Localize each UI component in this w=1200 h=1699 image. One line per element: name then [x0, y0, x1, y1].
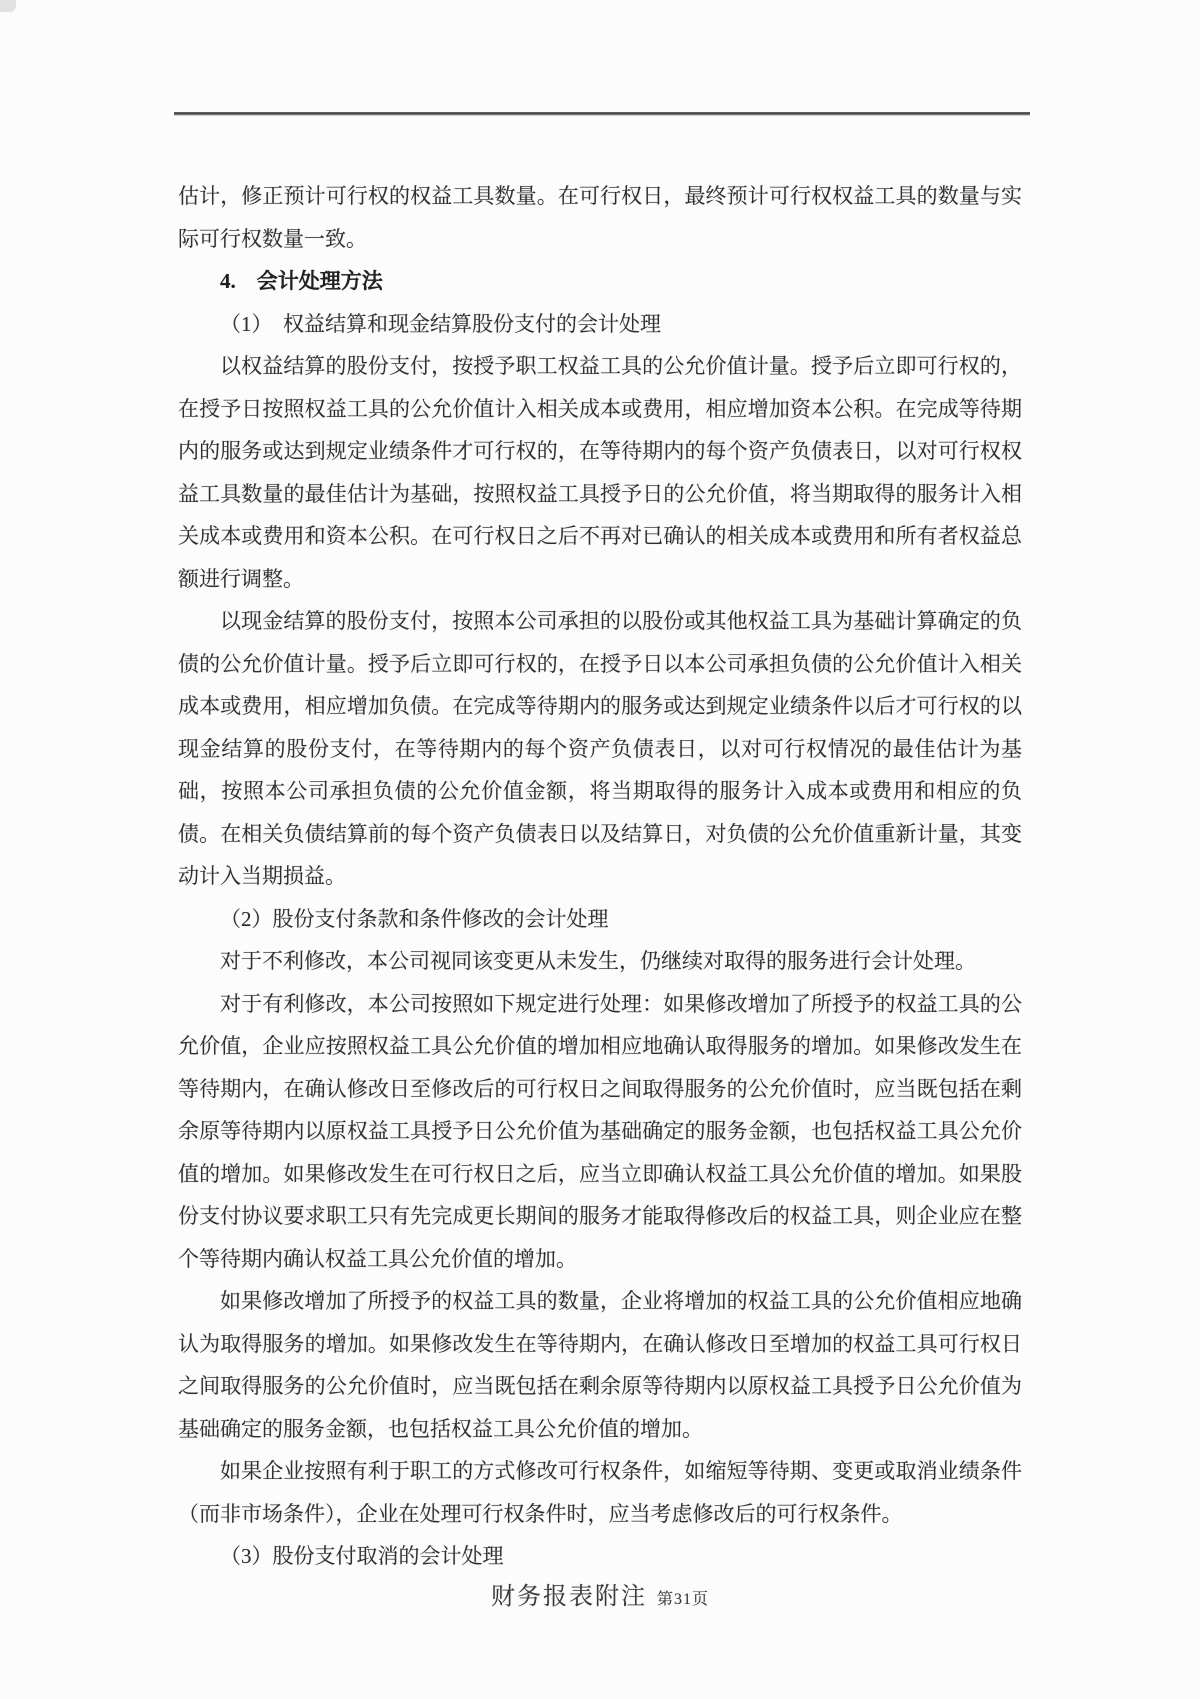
- footer-page-number: 第31页: [656, 1591, 709, 1608]
- header-rule: [174, 112, 1030, 115]
- document-content: [178, 175, 1022, 1578]
- subheading-equity-and-cash-settled: （1） 权益结算和现金结算股份支付的会计处理: [220, 311, 661, 336]
- page-footer: [0, 1576, 1200, 1611]
- paragraph-vesting-estimate-continuation: 估计，修正预计可行权的权益工具数量。在可行权日，最终预计可行权权益工具的数量与实际可行权数量一致。: [178, 184, 1022, 251]
- paragraph-cash-settled-payment: 以现金结算的股份支付，按照本公司承担的以股份或其他权益工具为基础计算确定的负债的公允价值计量。授予后立即可行权的，在授予日以本公司承担负债的公允价值计入相关成本或费用，相应增加负债。在完成等待期内的服务或达到规定业绩条件以后才可行权的以现金结算的股份支付，在等待期内的每个资产负债表日，以对可行权情况的最佳估计为基础，按照本公司承担负债的公允价值金额，将当期取得的服务计入成本或费用和相应的负债。在相关负债结算前的每个资产负债表日以及结算日，对负债的公允价值重新计量，其变动计入当期损益。: [178, 609, 1022, 888]
- subheading-payment-cancellation: （3）股份支付取消的会计处理: [220, 1544, 504, 1568]
- scan-artifact-mark: [0, 0, 16, 12]
- paragraph-favorable-modification: 对于有利修改，本公司按照如下规定进行处理：如果修改增加了所授予的权益工具的公允价值，企业应按照权益工具公允价值的增加相应地确认取得服务的增加。如果修改发生在等待期内，在确认修改日至修改后的可行权日之间取得服务的公允价值时，应当既包括在剩余原等待期内以原权益工具授予日公允价值为基础确定的服务金额，也包括权益工具公允价值的增加。如果修改发生在可行权日之后，应当立即确认权益工具公允价值的增加。如果股份支付协议要求职工只有先完成更长期间的服务才能取得修改后的权益工具，则企业应在整个等待期内确认权益工具公允价值的增加。: [178, 991, 1022, 1271]
- paragraph-equity-settled-payment: 以权益结算的股份支付，按授予职工权益工具的公允价值计量。授予后立即可行权的，在授予日按照权益工具的公允价值计入相关成本或费用，相应增加资本公积。在完成等待期内的服务或达到规定业绩条件才可行权的，在等待期内的每个资产负债表日，以对可行权权益工具数量的最佳估计为基础，按照权益工具授予日的公允价值，将当期取得的服务计入相关成本或费用和资本公积。在可行权日之后不再对已确认的相关成本或费用和所有者权益总额进行调整。: [178, 354, 1022, 591]
- paragraph-instrument-quantity-increase: 如果修改增加了所授予的权益工具的数量，企业将增加的权益工具的公允价值相应地确认为取得服务的增加。如果修改发生在等待期内，在确认修改日至增加的权益工具可行权日之间取得服务的公允价值时，应当既包括在剩余原等待期内以原权益工具授予日公允价值为基础确定的服务金额，也包括权益工具公允价值的增加。: [178, 1289, 1022, 1441]
- paragraph-vesting-condition-modification: 如果企业按照有利于职工的方式修改可行权条件，如缩短等待期、变更或取消业绩条件（而非市场条件），企业在处理可行权条件时，应当考虑修改后的可行权条件。: [178, 1459, 1022, 1526]
- paragraph-unfavorable-modification: 对于不利修改，本公司视同该变更从未发生，仍继续对取得的服务进行会计处理。: [220, 949, 976, 973]
- subheading-terms-modification: （2）股份支付条款和条件修改的会计处理: [220, 906, 609, 931]
- footer-document-title: 财务报表附注: [490, 1584, 647, 1610]
- section-heading-accounting-method: 4. 会计处理方法: [220, 269, 383, 293]
